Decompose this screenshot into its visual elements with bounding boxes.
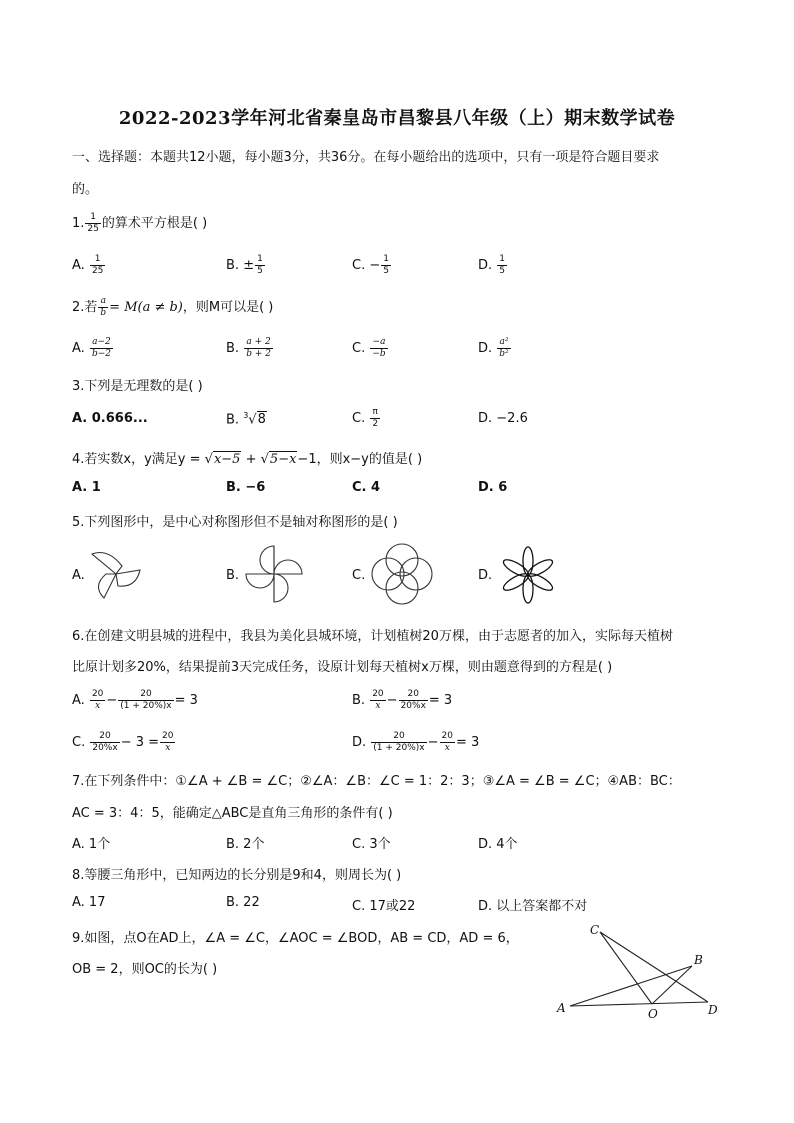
q3-c-den: 2: [372, 419, 379, 429]
q9-label-b: B: [694, 953, 703, 967]
q2-option-c[interactable]: [352, 337, 389, 360]
q7-option-a[interactable]: A. 1个: [72, 837, 111, 852]
section-instruction-line1: 一、选择题：本题共12小题，每小题3分，共36分。在每小题给出的选项中，只有一项是符合题目要求: [72, 150, 660, 165]
q1-c-den: 5: [383, 266, 389, 276]
q5-option-d[interactable]: D.: [478, 568, 493, 583]
q6-d-f2-num: 20: [441, 731, 453, 741]
q1-fraction: [85, 212, 100, 235]
q1-option-a[interactable]: [72, 254, 106, 277]
q6-b-f1-num: 20: [372, 689, 384, 699]
q1-a-label: A.: [72, 258, 85, 273]
q2-c-num: −a: [370, 337, 387, 349]
question-1: [72, 212, 207, 235]
q6-c-label: C.: [72, 735, 86, 750]
q6-c-f1-num: 20: [90, 731, 119, 743]
q6-a-f1-num: 20: [91, 689, 104, 699]
q3-b-label: B.: [226, 412, 240, 428]
q6-b-f2-den: 20%x: [400, 701, 426, 711]
q6-d-label: D.: [352, 735, 367, 750]
q2-c-den: −b: [372, 349, 386, 359]
q8-option-d[interactable]: D. 以上答案都不对: [478, 899, 588, 914]
q6-option-b[interactable]: [352, 689, 452, 712]
q9-label-o: O: [648, 1007, 658, 1021]
q4-prefix: 4.若实数x，y满足y =: [72, 452, 205, 467]
q1-frac-num: 1: [85, 212, 100, 224]
q1-number: 1.: [72, 216, 85, 231]
q6-b-label: B.: [352, 693, 366, 708]
question-7-line2: AC = 3：4：5，能确定△ABC是直角三角形的条件有( ): [72, 806, 393, 821]
q9-label-d: D: [708, 1003, 718, 1017]
six-petal-flower-figure-d: [498, 544, 558, 606]
q1-text: 的算术平方根是( ): [101, 216, 208, 231]
q6-b-f1-den: x: [375, 701, 381, 711]
q2-b-den: b + 2: [246, 349, 271, 359]
q6-a-f2-num: 20: [118, 689, 173, 701]
q5-option-c[interactable]: C.: [352, 568, 366, 583]
q2-d-label: D.: [478, 341, 493, 356]
q6-c-f1-den: 20%x: [92, 743, 118, 753]
q3-c-num: π: [370, 407, 380, 419]
q4-plus: +: [241, 452, 261, 467]
question-3: 3.下列是无理数的是( ): [72, 379, 203, 394]
q2-option-a[interactable]: [72, 337, 114, 360]
q3-c-label: C.: [352, 411, 366, 426]
q3-b-root-index: 3: [243, 411, 249, 420]
q5-option-b[interactable]: B.: [226, 568, 240, 583]
q6-a-op: −: [106, 693, 118, 708]
q6-b-f2-num: 20: [399, 689, 428, 701]
q6-d-f1-num: 20: [371, 731, 426, 743]
q2-a-label: A.: [72, 341, 85, 356]
q4-option-b[interactable]: B. −6: [226, 480, 266, 495]
q6-c-f2-num: 20: [162, 731, 174, 741]
q6-option-a[interactable]: [72, 689, 198, 712]
q2-equation: = M(a ≠ b): [109, 300, 183, 315]
question-9-line1: 9.如图，点O在AD上，∠A = ∠C，∠AOC = ∠BOD，AB = CD，AD = 6，: [72, 931, 519, 946]
q8-option-a[interactable]: A. 17: [72, 895, 106, 910]
q2-prefix: 2.若: [72, 300, 98, 315]
q4-text: −1，则x−y的值是( ): [297, 452, 423, 467]
q6-d-f2-den: x: [444, 743, 450, 753]
q1-d-num: 1: [499, 254, 506, 264]
q2-frac-num: a: [98, 296, 108, 308]
q4-option-d[interactable]: D. 6: [478, 480, 508, 495]
q2-b-label: B.: [226, 341, 240, 356]
question-6-line1: 6.在创建文明县城的进程中，我县为美化县城环境，计划植树20万棵，由于志愿者的加入，实际每天植树: [72, 629, 673, 644]
q7-option-d[interactable]: D. 4个: [478, 837, 518, 852]
question-4: 4.若实数x，y满足y = √x−5 + √5−x−1，则x−y的值是( ): [72, 452, 423, 467]
q8-option-c[interactable]: C. 17或22: [352, 899, 416, 914]
q3-option-a[interactable]: A. 0.666...: [72, 411, 148, 426]
q6-a-f1-den: x: [95, 701, 101, 711]
q6-b-op: −: [386, 693, 398, 708]
q1-c-sign: −: [369, 258, 381, 273]
q6-a-label: A.: [72, 693, 85, 708]
q2-option-b[interactable]: [226, 337, 274, 360]
question-6-line2: 比原计划多20%，结果提前3天完成任务，设原计划每天植树x万棵，则由题意得到的方程是( ): [72, 660, 613, 675]
q1-b-den: 5: [257, 266, 263, 276]
question-2: [72, 296, 273, 319]
q6-a-end: = 3: [174, 693, 198, 708]
q1-b-sign: ±: [243, 258, 255, 273]
q2-frac-den: b: [100, 308, 107, 318]
q1-a-den: 25: [91, 266, 104, 276]
q6-d-f1-den: (1 + 20%)x: [373, 743, 425, 753]
q2-b-num: a + 2: [244, 337, 273, 349]
q9-label-c: C: [590, 923, 600, 937]
q1-c-num: 1: [383, 254, 389, 264]
section-instruction-line2: 的。: [72, 182, 99, 197]
q2-d-den: b²: [499, 349, 509, 359]
q9-geometry-figure: [550, 920, 730, 1022]
four-circles-figure-c: [368, 542, 436, 606]
question-8: 8.等腰三角形中，已知两边的长分别是9和4，则周长为( ): [72, 868, 402, 883]
q2-text: ，则M可以是( ): [182, 300, 274, 315]
q9-label-a: A: [557, 1001, 566, 1015]
q6-option-d[interactable]: [352, 731, 479, 754]
windmill-figure-b: [242, 542, 306, 606]
question-9-line2: OB = 2，则OC的长为( ): [72, 962, 218, 977]
question-7-line1: 7.在下列条件中：①∠A + ∠B = ∠C；②∠A：∠B：∠C = 1：2：3；③∠A = ∠B = ∠C；④AB：BC：: [72, 774, 681, 789]
q1-d-label: D.: [478, 258, 493, 273]
q1-a-num: 1: [90, 254, 105, 266]
q1-b-label: B.: [226, 258, 240, 273]
q3-b-radicand: 8: [257, 412, 266, 428]
q6-c-op: − 3 =: [120, 735, 160, 750]
q6-a-f2-den: (1 + 20%)x: [120, 701, 172, 711]
exam-title: 2022-2023学年河北省秦皇岛市昌黎县八年级（上）期末数学试卷: [118, 108, 676, 129]
q4-option-c[interactable]: C. 4: [352, 480, 381, 495]
q6-option-c[interactable]: [72, 731, 176, 754]
q6-b-end: = 3: [428, 693, 453, 708]
q1-option-d[interactable]: [478, 254, 508, 277]
q6-d-end: = 3: [456, 735, 480, 750]
q1-frac-den: 25: [87, 224, 99, 234]
q5-option-a[interactable]: A.: [72, 568, 85, 583]
question-5: 5.下列图形中，是中心对称图形但不是轴对称图形的是( ): [72, 515, 398, 530]
q4-option-a[interactable]: A. 1: [72, 480, 101, 495]
q7-option-b[interactable]: B. 2个: [226, 837, 265, 852]
q1-d-den: 5: [499, 266, 506, 276]
q3-option-d[interactable]: D. −2.6: [478, 411, 528, 426]
q2-c-label: C.: [352, 341, 366, 356]
q2-option-d[interactable]: [478, 337, 512, 360]
q1-option-b[interactable]: [226, 254, 266, 277]
q1-option-c[interactable]: [352, 254, 392, 277]
q6-c-f2-den: x: [165, 743, 171, 753]
q3-option-b[interactable]: B. $^3$√8: [226, 411, 266, 428]
pinwheel-figure-a: [88, 546, 144, 602]
q8-option-b[interactable]: B. 22: [226, 895, 260, 910]
q4-radicand-2: 5−x: [269, 452, 297, 467]
q7-option-c[interactable]: C. 3个: [352, 837, 391, 852]
q3-option-c[interactable]: [352, 407, 381, 430]
q1-c-label: C.: [352, 258, 366, 273]
q6-d-op: −: [427, 735, 439, 750]
q1-b-num: 1: [257, 254, 263, 264]
q4-radicand-1: x−5: [213, 452, 241, 467]
q2-a-den: b−2: [91, 349, 111, 359]
q2-a-num: a−2: [90, 337, 113, 349]
q2-d-num: a²: [497, 337, 510, 349]
